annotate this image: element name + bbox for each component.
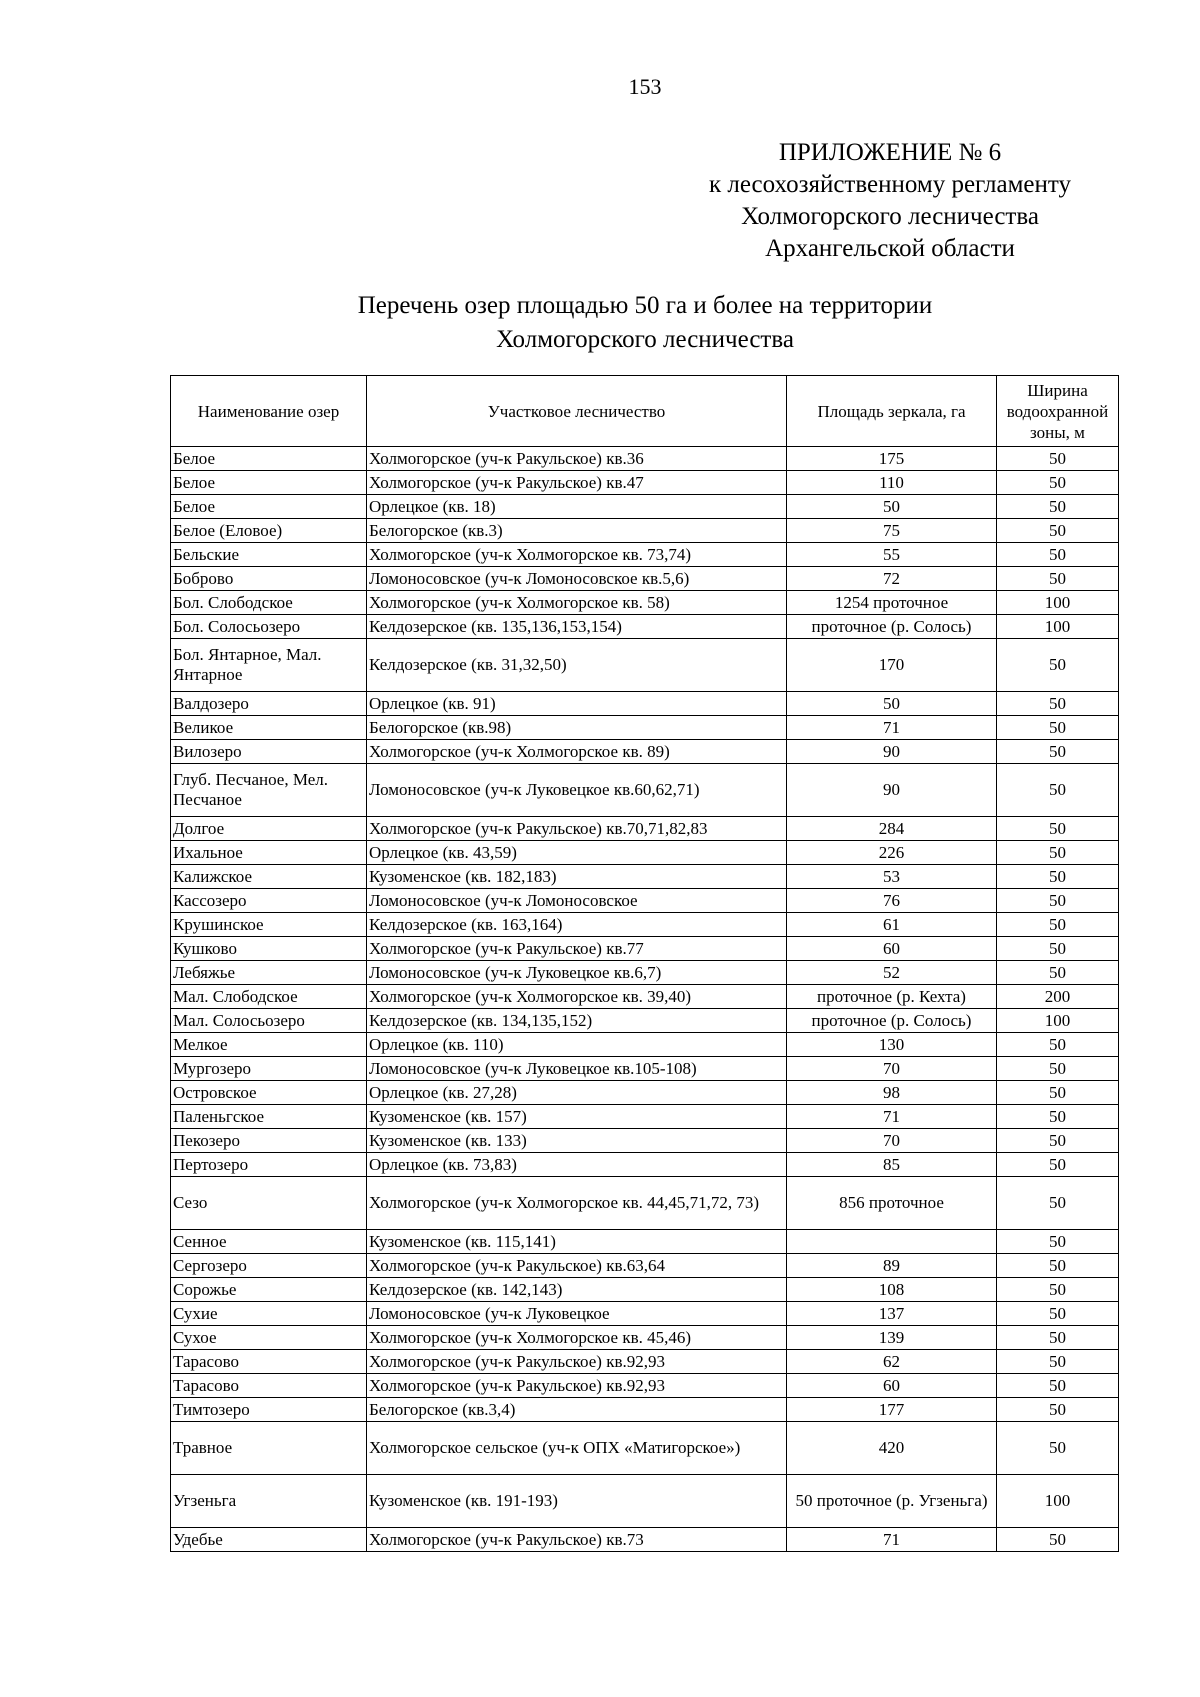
area-cell: 62 — [787, 1350, 997, 1374]
area-cell: 76 — [787, 889, 997, 913]
table-row — [171, 1129, 1119, 1153]
lake-name-cell: Бол. Солосьозеро — [171, 615, 367, 639]
protection-width-cell: 50 — [997, 567, 1119, 591]
area-cell: 71 — [787, 716, 997, 740]
table-row — [171, 471, 1119, 495]
lake-name-cell: Угзеньга — [171, 1475, 367, 1528]
table-row — [171, 615, 1119, 639]
forestry-cell: Холмогорское сельское (уч-к ОПХ «Матигорское») — [367, 1422, 787, 1475]
area-cell: 90 — [787, 740, 997, 764]
lake-name-cell: Мелкое — [171, 1033, 367, 1057]
protection-width-cell: 50 — [997, 889, 1119, 913]
protection-width-cell: 50 — [997, 1398, 1119, 1422]
lake-name-cell: Кушково — [171, 937, 367, 961]
area-cell: 75 — [787, 519, 997, 543]
area-cell: 70 — [787, 1057, 997, 1081]
lake-name-cell: Бельские — [171, 543, 367, 567]
area-cell: 130 — [787, 1033, 997, 1057]
protection-width-cell: 50 — [997, 1081, 1119, 1105]
lake-name-cell: Пекозеро — [171, 1129, 367, 1153]
forestry-cell: Холмогорское (уч-к Ракульское) кв.36 — [367, 447, 787, 471]
forestry-cell: Холмогорское (уч-к Холмогорское кв. 73,74) — [367, 543, 787, 567]
document-title — [250, 289, 1040, 357]
area-cell: 60 — [787, 1374, 997, 1398]
forestry-cell: Келдозерское (кв. 134,135,152) — [367, 1009, 787, 1033]
forestry-cell: Кузоменское (кв. 115,141) — [367, 1230, 787, 1254]
forestry-cell: Ломоносовское (уч-к Луковецкое кв.6,7) — [367, 961, 787, 985]
forestry-cell: Холмогорское (уч-к Ракульское) кв.73 — [367, 1528, 787, 1552]
table-row — [171, 1177, 1119, 1230]
area-cell: 175 — [787, 447, 997, 471]
area-cell: 226 — [787, 841, 997, 865]
protection-width-cell: 50 — [997, 1302, 1119, 1326]
area-cell: 110 — [787, 471, 997, 495]
forestry-cell: Орлецкое (кв. 73,83) — [367, 1153, 787, 1177]
lake-name-cell: Ихальное — [171, 841, 367, 865]
forestry-cell: Ломоносовское (уч-к Ломоносовское кв.5,6) — [367, 567, 787, 591]
lake-name-cell: Мургозеро — [171, 1057, 367, 1081]
lake-name-cell: Лебяжье — [171, 961, 367, 985]
appendix-subtitle: к лесохозяйственному регламенту — [708, 171, 1072, 198]
protection-width-cell: 50 — [997, 817, 1119, 841]
area-cell: 61 — [787, 913, 997, 937]
protection-width-cell: 50 — [997, 543, 1119, 567]
protection-width-cell: 50 — [997, 740, 1119, 764]
forestry-cell: Келдозерское (кв. 31,32,50) — [367, 639, 787, 692]
table-row — [171, 841, 1119, 865]
area-cell: 50 — [787, 692, 997, 716]
table-row — [171, 913, 1119, 937]
table-row — [171, 567, 1119, 591]
table-row — [171, 591, 1119, 615]
lake-name-cell: Белое — [171, 447, 367, 471]
lake-name-cell: Сухие — [171, 1302, 367, 1326]
forestry-cell: Холмогорское (уч-к Холмогорское кв. 45,46) — [367, 1326, 787, 1350]
table-row — [171, 764, 1119, 817]
table-row — [171, 716, 1119, 740]
protection-width-cell: 50 — [997, 961, 1119, 985]
page-number: 153 — [628, 74, 662, 99]
table-row — [171, 1033, 1119, 1057]
forestry-cell: Холмогорское (уч-к Холмогорское кв. 89) — [367, 740, 787, 764]
table-row — [171, 1009, 1119, 1033]
protection-width-cell: 50 — [997, 471, 1119, 495]
forestry-cell: Холмогорское (уч-к Ракульское) кв.92,93 — [367, 1350, 787, 1374]
table-row — [171, 889, 1119, 913]
appendix-region: Архангельской области — [765, 235, 1015, 262]
forestry-cell: Холмогорское (уч-к Ракульское) кв.63,64 — [367, 1254, 787, 1278]
table-row — [171, 1326, 1119, 1350]
lake-name-cell: Островское — [171, 1081, 367, 1105]
protection-width-cell: 50 — [997, 1422, 1119, 1475]
table-row — [171, 519, 1119, 543]
table-row — [171, 1057, 1119, 1081]
forestry-cell: Келдозерское (кв. 142,143) — [367, 1278, 787, 1302]
lake-name-cell: Мал. Солосьозеро — [171, 1009, 367, 1033]
protection-width-cell: 50 — [997, 764, 1119, 817]
title-line-2: Холмогорского лесничества — [496, 326, 794, 353]
protection-width-cell: 50 — [997, 865, 1119, 889]
forestry-cell: Орлецкое (кв. 27,28) — [367, 1081, 787, 1105]
area-cell: 50 — [787, 495, 997, 519]
area-cell: 52 — [787, 961, 997, 985]
protection-width-cell: 50 — [997, 495, 1119, 519]
forestry-cell: Ломоносовское (уч-к Луковецкое кв.105-108) — [367, 1057, 787, 1081]
header-width-line-3: зоны, м — [1030, 422, 1085, 442]
forestry-cell: Ломоносовское (уч-к Луковецкое — [367, 1302, 787, 1326]
protection-width-cell: 50 — [997, 519, 1119, 543]
forestry-cell: Белогорское (кв.98) — [367, 716, 787, 740]
forestry-cell: Келдозерское (кв. 135,136,153,154) — [367, 615, 787, 639]
lake-name-cell: Боброво — [171, 567, 367, 591]
forestry-cell: Холмогорское (уч-к Ракульское) кв.92,93 — [367, 1374, 787, 1398]
lake-name-cell: Сорожье — [171, 1278, 367, 1302]
table-row — [171, 1398, 1119, 1422]
forestry-cell: Ломоносовское (уч-к Луковецкое кв.60,62,71) — [367, 764, 787, 817]
lake-name-cell: Бол. Слободское — [171, 591, 367, 615]
protection-width-cell: 50 — [997, 1033, 1119, 1057]
area-cell: 170 — [787, 639, 997, 692]
area-cell: 70 — [787, 1129, 997, 1153]
lake-name-cell: Долгое — [171, 817, 367, 841]
area-cell: 53 — [787, 865, 997, 889]
area-cell: 50 проточное (р. Угзеньга) — [787, 1475, 997, 1528]
forestry-cell: Холмогорское (уч-к Ракульское) кв.70,71,82,83 — [367, 817, 787, 841]
protection-width-cell: 50 — [997, 913, 1119, 937]
area-cell: 72 — [787, 567, 997, 591]
lake-name-cell: Белое (Еловое) — [171, 519, 367, 543]
area-cell: 856 проточное — [787, 1177, 997, 1230]
protection-width-cell: 50 — [997, 937, 1119, 961]
table-row — [171, 447, 1119, 471]
lakes-table — [170, 375, 1119, 1552]
area-cell: проточное (р. Кехта) — [787, 985, 997, 1009]
appendix-title: ПРИЛОЖЕНИЕ № 6 — [778, 139, 1002, 166]
protection-width-cell: 50 — [997, 716, 1119, 740]
table-row — [171, 1153, 1119, 1177]
area-cell: проточное (р. Солось) — [787, 615, 997, 639]
protection-width-cell: 50 — [997, 1278, 1119, 1302]
forestry-cell: Кузоменское (кв. 182,183) — [367, 865, 787, 889]
forestry-cell: Орлецкое (кв. 110) — [367, 1033, 787, 1057]
protection-width-cell: 50 — [997, 692, 1119, 716]
forestry-cell: Орлецкое (кв. 43,59) — [367, 841, 787, 865]
lake-name-cell: Белое — [171, 495, 367, 519]
title-line-1: Перечень озер площадью 50 га и более на территории — [357, 292, 933, 319]
table-row — [171, 937, 1119, 961]
forestry-cell: Холмогорское (уч-к Холмогорское кв. 44,45,71,72, 73) — [367, 1177, 787, 1230]
table-row — [171, 1254, 1119, 1278]
header-width-line-1: Ширина — [1027, 380, 1088, 400]
protection-width-cell: 50 — [997, 1528, 1119, 1552]
table-header-row — [171, 376, 1119, 447]
area-cell: 177 — [787, 1398, 997, 1422]
table-row — [171, 740, 1119, 764]
lake-name-cell: Тимтозеро — [171, 1398, 367, 1422]
table-row — [171, 817, 1119, 841]
lake-name-cell: Глуб. Песчаное, Мел. Песчаное — [171, 764, 367, 817]
lake-name-cell: Великое — [171, 716, 367, 740]
area-cell: 60 — [787, 937, 997, 961]
protection-width-cell: 50 — [997, 1254, 1119, 1278]
area-cell: 85 — [787, 1153, 997, 1177]
table-row — [171, 1081, 1119, 1105]
table-row — [171, 1475, 1119, 1528]
table-row — [171, 961, 1119, 985]
protection-width-cell: 200 — [997, 985, 1119, 1009]
table-row — [171, 1374, 1119, 1398]
lake-name-cell: Паленьгское — [171, 1105, 367, 1129]
header-forestry: Участковое лесничество — [367, 376, 787, 447]
lake-name-cell: Крушинское — [171, 913, 367, 937]
forestry-cell: Холмогорское (уч-к Холмогорское кв. 39,40) — [367, 985, 787, 1009]
lake-name-cell: Бол. Янтарное, Мал. Янтарное — [171, 639, 367, 692]
protection-width-cell: 50 — [997, 447, 1119, 471]
lake-name-cell: Калижское — [171, 865, 367, 889]
table-row — [171, 1422, 1119, 1475]
protection-width-cell: 50 — [997, 1230, 1119, 1254]
lake-name-cell: Сергозеро — [171, 1254, 367, 1278]
table-row — [171, 1528, 1119, 1552]
forestry-cell: Кузоменское (кв. 191-193) — [367, 1475, 787, 1528]
lake-name-cell: Тарасово — [171, 1374, 367, 1398]
forestry-cell: Ломоносовское (уч-к Ломоносовское — [367, 889, 787, 913]
table-row — [171, 985, 1119, 1009]
forestry-cell: Белогорское (кв.3,4) — [367, 1398, 787, 1422]
header-area: Площадь зеркала, га — [787, 376, 997, 447]
area-cell: проточное (р. Солось) — [787, 1009, 997, 1033]
area-cell: 71 — [787, 1528, 997, 1552]
area-cell: 89 — [787, 1254, 997, 1278]
protection-width-cell: 50 — [997, 1129, 1119, 1153]
forestry-cell: Кузоменское (кв. 157) — [367, 1105, 787, 1129]
forestry-cell: Холмогорское (уч-к Ракульское) кв.77 — [367, 937, 787, 961]
forestry-cell: Холмогорское (уч-к Холмогорское кв. 58) — [367, 591, 787, 615]
area-cell: 71 — [787, 1105, 997, 1129]
area-cell: 108 — [787, 1278, 997, 1302]
header-lake-name: Наименование озер — [171, 376, 367, 447]
protection-width-cell: 100 — [997, 1475, 1119, 1528]
area-cell: 420 — [787, 1422, 997, 1475]
protection-width-cell: 50 — [997, 1057, 1119, 1081]
area-cell: 137 — [787, 1302, 997, 1326]
area-cell: 139 — [787, 1326, 997, 1350]
area-cell: 55 — [787, 543, 997, 567]
lake-name-cell: Тарасово — [171, 1350, 367, 1374]
lake-name-cell: Сезо — [171, 1177, 367, 1230]
table-row — [171, 1278, 1119, 1302]
table-row — [171, 1105, 1119, 1129]
forestry-cell: Холмогорское (уч-к Ракульское) кв.47 — [367, 471, 787, 495]
table-row — [171, 1350, 1119, 1374]
forestry-cell: Кузоменское (кв. 133) — [367, 1129, 787, 1153]
area-cell — [787, 1230, 997, 1254]
forestry-cell: Орлецкое (кв. 91) — [367, 692, 787, 716]
forestry-cell: Келдозерское (кв. 163,164) — [367, 913, 787, 937]
protection-width-cell: 50 — [997, 841, 1119, 865]
table-row — [171, 495, 1119, 519]
table-row — [171, 1302, 1119, 1326]
protection-width-cell: 50 — [997, 1374, 1119, 1398]
protection-width-cell: 50 — [997, 1177, 1119, 1230]
protection-width-cell: 100 — [997, 591, 1119, 615]
protection-width-cell: 50 — [997, 1350, 1119, 1374]
protection-width-cell: 50 — [997, 639, 1119, 692]
appendix-header — [660, 137, 1120, 265]
lake-name-cell: Мал. Слободское — [171, 985, 367, 1009]
protection-width-cell: 50 — [997, 1105, 1119, 1129]
protection-width-cell: 50 — [997, 1326, 1119, 1350]
protection-width-cell: 100 — [997, 1009, 1119, 1033]
area-cell: 98 — [787, 1081, 997, 1105]
lake-name-cell: Травное — [171, 1422, 367, 1475]
table-row — [171, 639, 1119, 692]
header-protection-width — [997, 376, 1119, 447]
lake-name-cell: Белое — [171, 471, 367, 495]
appendix-forestry: Холмогорского лесничества — [741, 203, 1039, 230]
lake-name-cell: Пертозеро — [171, 1153, 367, 1177]
forestry-cell: Белогорское (кв.3) — [367, 519, 787, 543]
lake-name-cell: Сенное — [171, 1230, 367, 1254]
protection-width-cell: 50 — [997, 1153, 1119, 1177]
header-width-line-2: водоохранной — [1006, 401, 1109, 421]
table-row — [171, 692, 1119, 716]
table-row — [171, 865, 1119, 889]
area-cell: 284 — [787, 817, 997, 841]
area-cell: 1254 проточное — [787, 591, 997, 615]
table-row — [171, 543, 1119, 567]
lake-name-cell: Валдозеро — [171, 692, 367, 716]
lake-name-cell: Кассозеро — [171, 889, 367, 913]
forestry-cell: Орлецкое (кв. 18) — [367, 495, 787, 519]
lake-name-cell: Сухое — [171, 1326, 367, 1350]
lake-name-cell: Удебье — [171, 1528, 367, 1552]
area-cell: 90 — [787, 764, 997, 817]
table-row — [171, 1230, 1119, 1254]
protection-width-cell: 100 — [997, 615, 1119, 639]
lake-name-cell: Вилозеро — [171, 740, 367, 764]
